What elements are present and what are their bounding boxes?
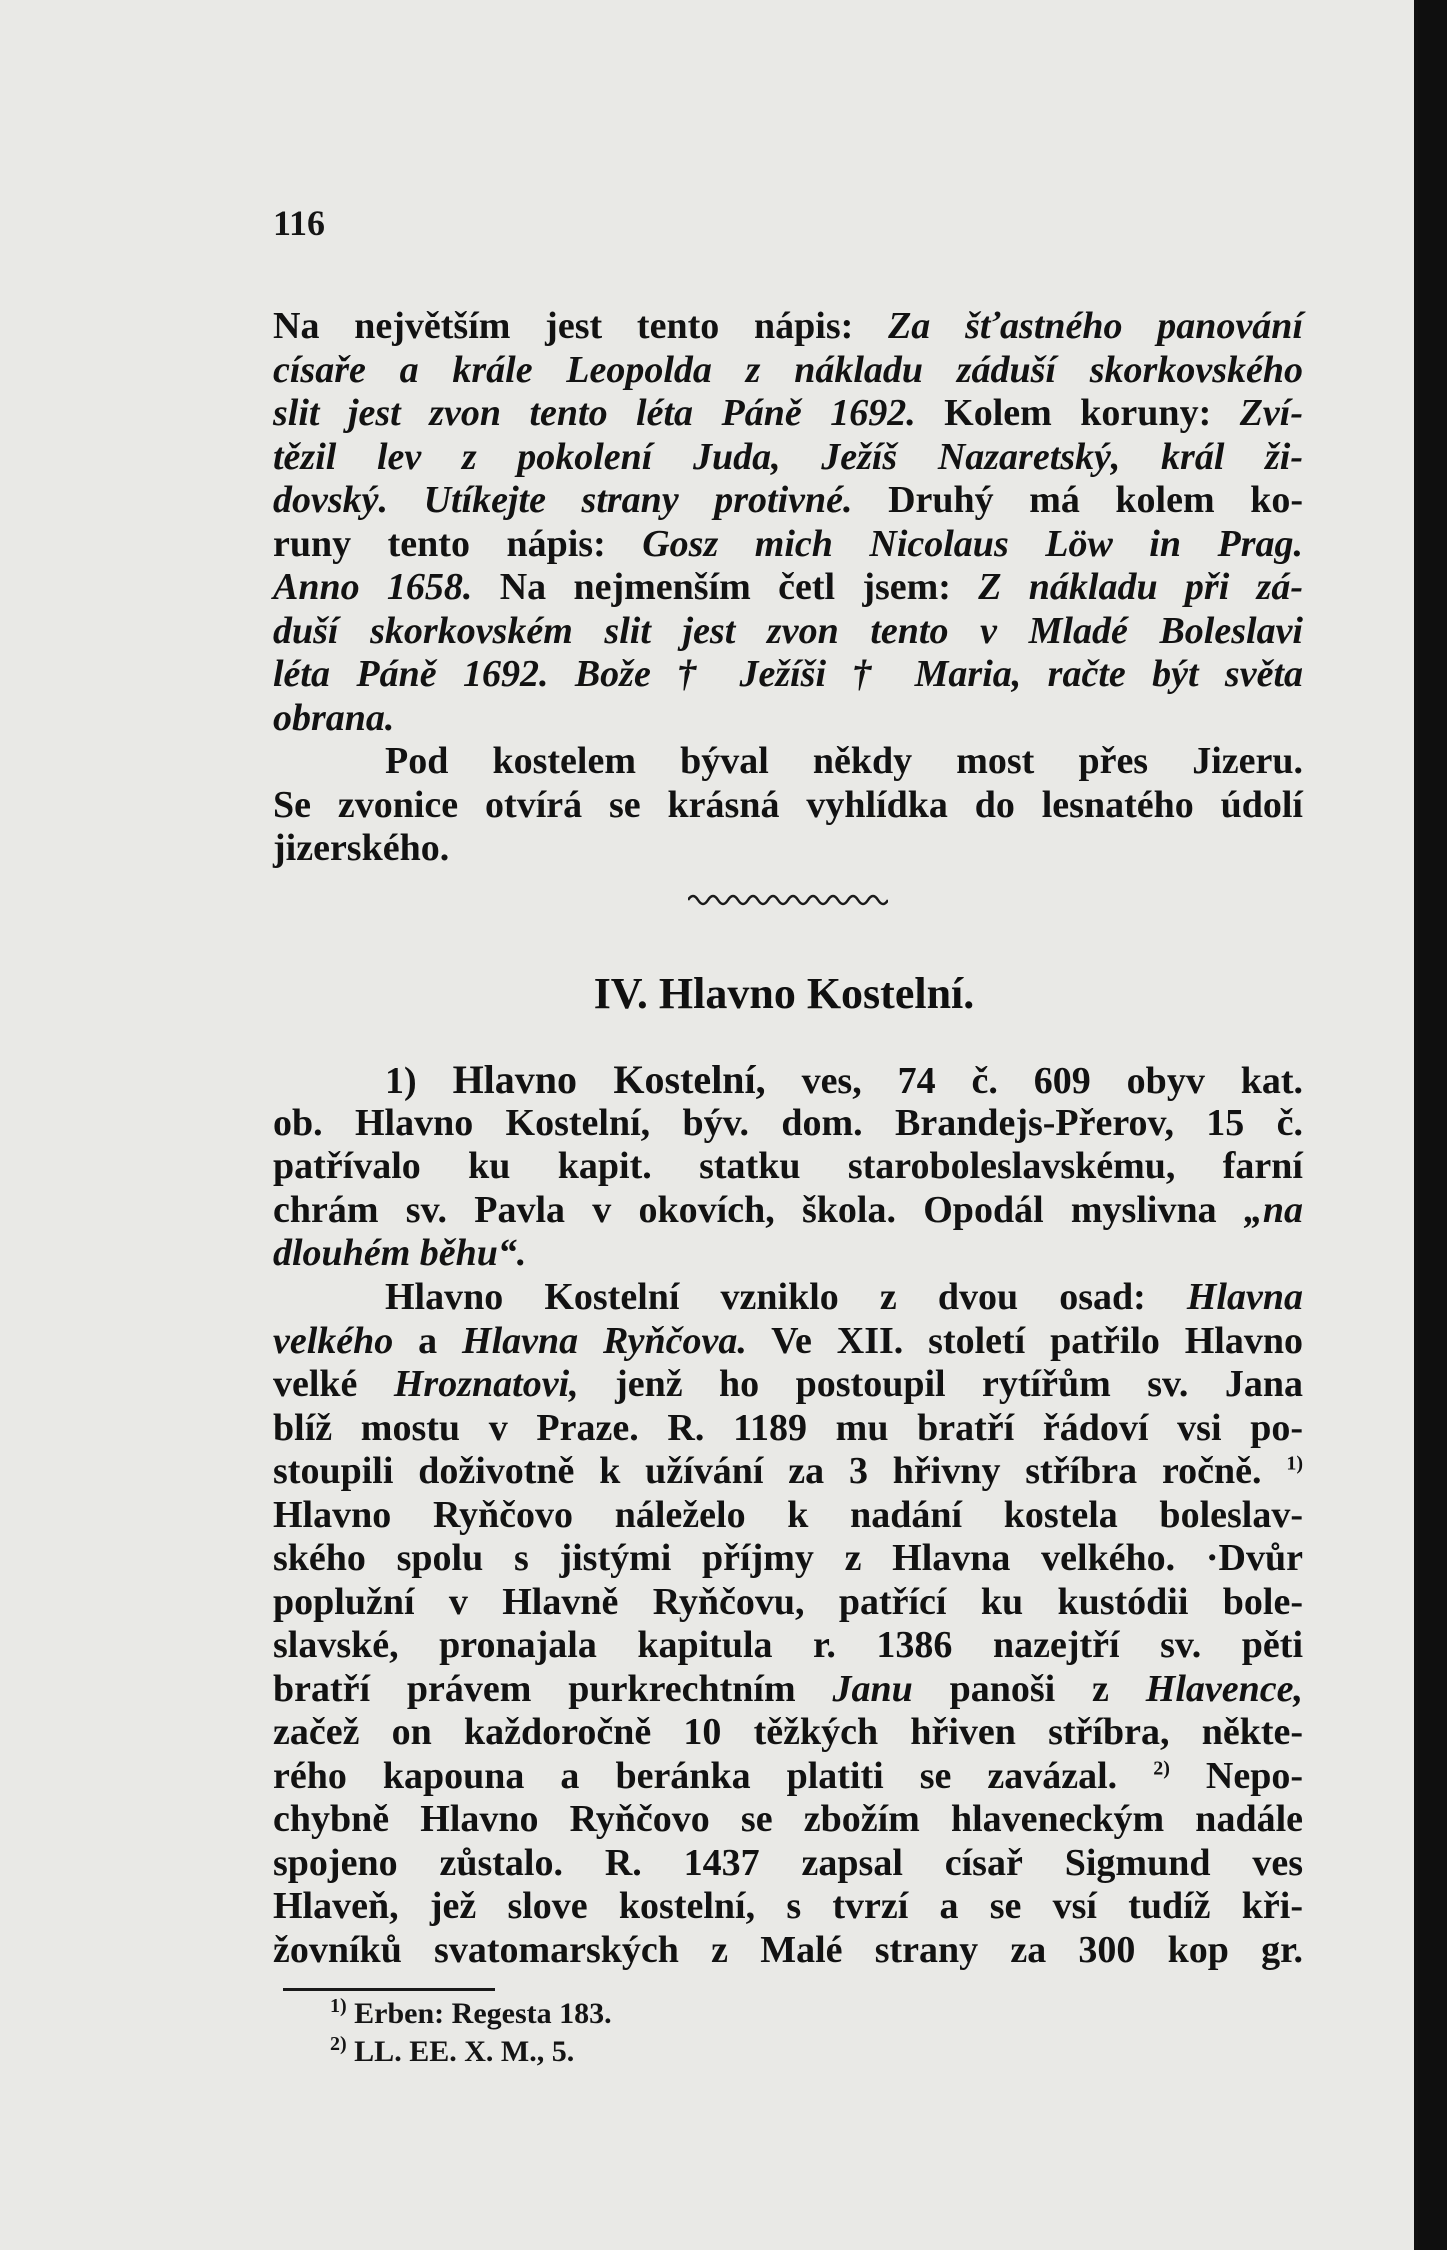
text-line: velké Hroznatovi, jenž ho postoupil rytířům sv. Jana [273, 1363, 1303, 1405]
footnote-rule [283, 1988, 495, 1991]
text-line: slavské, pronajala kapitula r. 1386 nazejtří sv. pěti [273, 1624, 1303, 1666]
text-line: 1) Hlavno Kostelní, ves, 74 č. 609 obyv kat. [385, 1057, 1304, 1102]
footnote-ref: 2) [1153, 1756, 1170, 1779]
text-line: léta Páně 1692. Bože † Ježíši † Maria, račte být světa [273, 653, 1303, 695]
text-line: jizerského. [273, 827, 450, 869]
paragraph-bell-inscriptions [273, 305, 1303, 740]
text-line: císaře a krále Leopolda z nákladu záduší skorkovského [273, 348, 1303, 391]
text-line: Hlaveň, jež slove kostelní, s tvrzí a se vsí tudíž kři- [273, 1885, 1303, 1927]
text-line: Hlavno Ryňčovo náleželo k nadání kostela boleslav- [273, 1493, 1303, 1536]
text-line: bratří právem purkrechtním Janu panoši z Hlavence, [273, 1667, 1303, 1710]
text-line: ob. Hlavno Kostelní, býv. dom. Brandejs-Přerov, 15 č. [273, 1101, 1303, 1144]
text-line: obrana. [273, 696, 395, 739]
text-line: Na největším jest tento nápis: Za šťastného panování [273, 305, 1304, 347]
page-edge-shadow [1418, 0, 1447, 2250]
text-line: Pod kostelem býval někdy most přes Jizeru. [385, 740, 1303, 782]
text-line: tězil lev z pokolení Juda, Ježíš Nazaretský, král ži- [273, 435, 1303, 478]
text-line: Se zvonice otvírá se krásná vyhlídka do lesnatého údolí [273, 783, 1303, 826]
footnotes [330, 1995, 612, 2071]
wavy-divider-ornament [688, 888, 888, 912]
text-line: dlouhém běhu“. [273, 1232, 527, 1274]
paragraph-bridge [273, 740, 1303, 871]
text-line: stoupili doživotně k užívání za 3 hřivny stříbra ročně. $^{1)}$ [273, 1450, 1304, 1492]
text-line: rého kapouna a beránka platiti se zavázal. $^{2)}$ Nepo- [273, 1754, 1303, 1797]
footnote-item: $^{2)}$ LL. EE. X. M., 5. [330, 2033, 575, 2068]
text-line: poplužní v Hlavně Ryňčovu, patřící ku kustódii bole- [273, 1580, 1303, 1623]
entry-hlavno-kostelni [273, 1058, 1303, 1276]
paragraph-history [273, 1276, 1303, 1972]
text-line: velkého a Hlavna Ryňčova. Ve XII. století patřilo Hlavno [273, 1319, 1303, 1362]
text-line: chrám sv. Pavla v okovích, škola. Opodál myslivna „na [273, 1188, 1303, 1231]
text-line: dovský. Utíkejte strany protivné. Druhý má kolem ko- [273, 479, 1303, 521]
footnote-item: $^{1)}$ Erben: Regesta 183. [330, 1995, 612, 2030]
text-line: slit jest zvon tento léta Páně 1692. Kolem koruny: Zví- [273, 392, 1303, 434]
section-heading: IV. Hlavno Kostelní. [593, 969, 975, 1018]
text-line: začež on každoročně 10 těžkých hřiven stříbra, někte- [273, 1711, 1303, 1753]
text-line: runy tento nápis: Gosz mich Nicolaus Löw in Prag. [273, 522, 1303, 565]
text-line: žovníků svatomarských z Malé strany za 300 kop gr. [273, 1928, 1303, 1971]
page-number: 116 [273, 203, 326, 243]
text-line: chybně Hlavno Ryňčovo se zbožím hlaveneckým nadále [273, 1798, 1303, 1840]
text-line: blíž mostu v Praze. R. 1189 mu bratří řádoví vsi po- [273, 1406, 1303, 1449]
text-line: spojeno zůstalo. R. 1437 zapsal císař Sigmund ves [273, 1841, 1303, 1884]
text-line: duší skorkovském slit jest zvon tento v Mladé Boleslavi [273, 609, 1303, 652]
entry-name: Hlavno Kostelní, [452, 1057, 766, 1102]
text-line: patřívalo ku kapit. statku staroboleslavskému, farní [273, 1145, 1303, 1187]
text-line: ského spolu s jistými příjmy z Hlavna velkého. ·Dvůr [273, 1537, 1303, 1579]
footnote-ref: 1) [1286, 1452, 1304, 1475]
text-line: Anno 1658. Na nejmenším četl jsem: Z nákladu při zá- [273, 566, 1304, 608]
text-line: Hlavno Kostelní vzniklo z dvou osad: Hlavna [385, 1276, 1303, 1318]
